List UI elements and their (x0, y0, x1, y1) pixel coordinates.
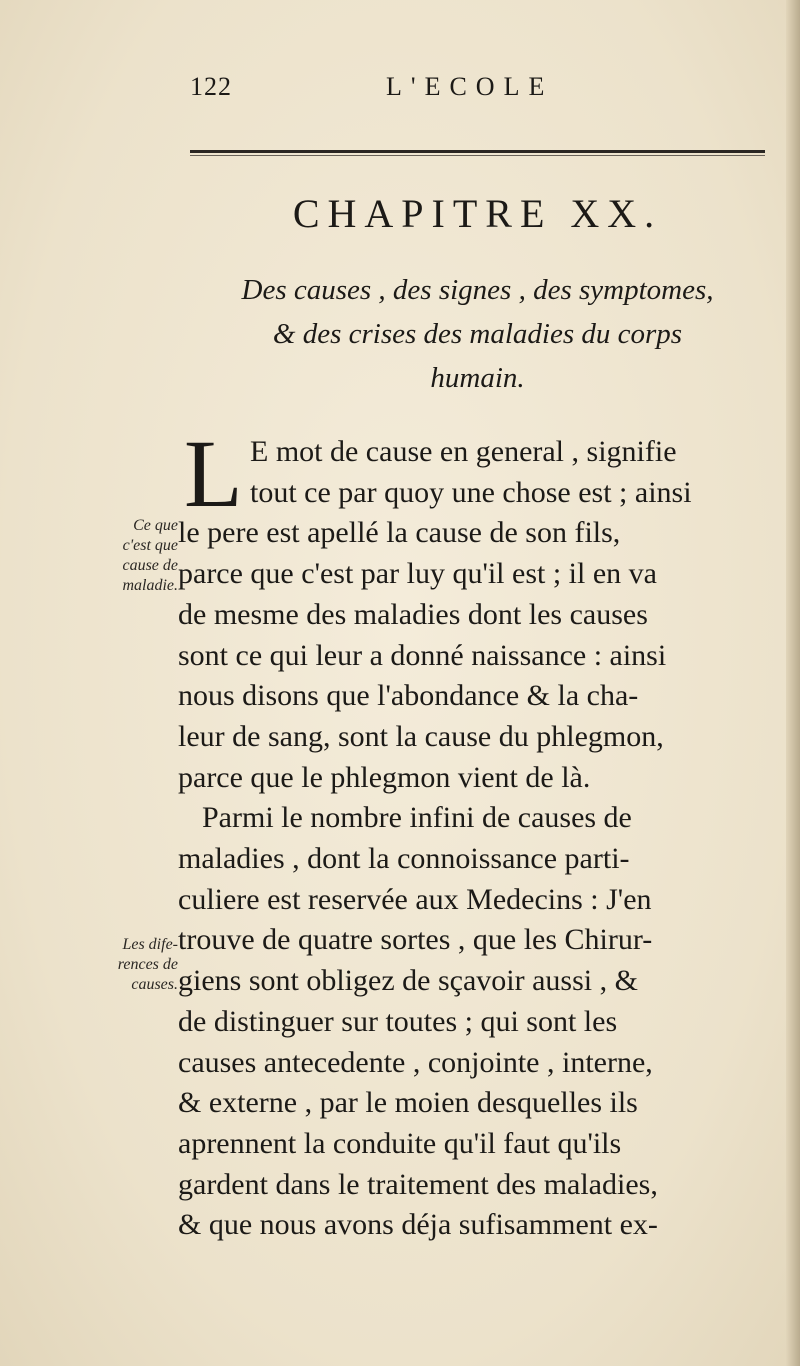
text-line: tout ce par quoy une chose est ; ainsi (250, 475, 692, 509)
text-line: le pere est apellé la cause de son fils, (178, 516, 621, 550)
margin-note-line: rences de (117, 956, 178, 973)
margin-note-line: maladie. (122, 577, 178, 594)
running-head: L'ECOLE (386, 72, 554, 101)
page-number: 122 (190, 72, 232, 101)
margin-note-line: cause de (122, 557, 178, 574)
text-line: sont ce qui leur a donné naissance : ainsi (178, 638, 667, 672)
text-line: de distinguer sur toutes ; qui sont les (178, 1004, 618, 1038)
text-line: de mesme des maladies dont les causes (178, 597, 648, 631)
text-line: parce que le phlegmon vient de là. (178, 760, 591, 794)
margin-note-cause (58, 516, 178, 596)
chapter-title: CHAPITRE XX. (292, 191, 663, 236)
margin-note-line: Ce que (133, 517, 178, 534)
subtitle-line: & des crises des maladies du corps (272, 318, 683, 350)
text-line: & externe , par le moien desquelles ils (178, 1086, 638, 1120)
subtitle-line: Des causes , des signes , des symptomes, (241, 274, 714, 306)
text-line: culiere est reservée aux Medecins : J'en (178, 882, 652, 916)
header-rule-thin (190, 155, 765, 156)
margin-note-line: Les dife- (122, 936, 178, 953)
text-line: & que nous avons déja sufisamment ex- (178, 1208, 658, 1242)
subtitle-line: humain. (430, 362, 525, 394)
text-line: aprennent la conduite qu'il faut qu'ils (178, 1126, 622, 1160)
margin-note-line: causes. (131, 976, 178, 993)
header-rule (190, 150, 765, 153)
text-line: maladies , dont la connoissance parti- (178, 842, 630, 876)
drop-cap: L (184, 420, 243, 527)
margin-note-line: c'est que (122, 537, 178, 554)
text-line: parce que c'est par luy qu'il est ; il en va (178, 557, 657, 591)
body-text (178, 420, 768, 1246)
page-header (190, 72, 770, 112)
text-line: giens sont obligez de sçavoir aussi , & (178, 964, 638, 998)
page-edge (786, 0, 800, 1366)
text-line: leur de sang, sont la cause du phlegmon, (178, 719, 664, 753)
text-line: E mot de cause en general , signifie (250, 435, 677, 468)
text-line: trouve de quatre sortes , que les Chirur- (178, 923, 653, 957)
text-line: causes antecedente , conjointe , interne, (178, 1045, 653, 1079)
text-line: Parmi le nombre infini de causes de (202, 801, 632, 835)
margin-note-differences (58, 935, 178, 995)
chapter-subtitle (190, 268, 765, 400)
text-line: nous disons que l'abondance & la cha- (178, 679, 639, 713)
text-line: gardent dans le traitement des maladies, (178, 1167, 658, 1201)
